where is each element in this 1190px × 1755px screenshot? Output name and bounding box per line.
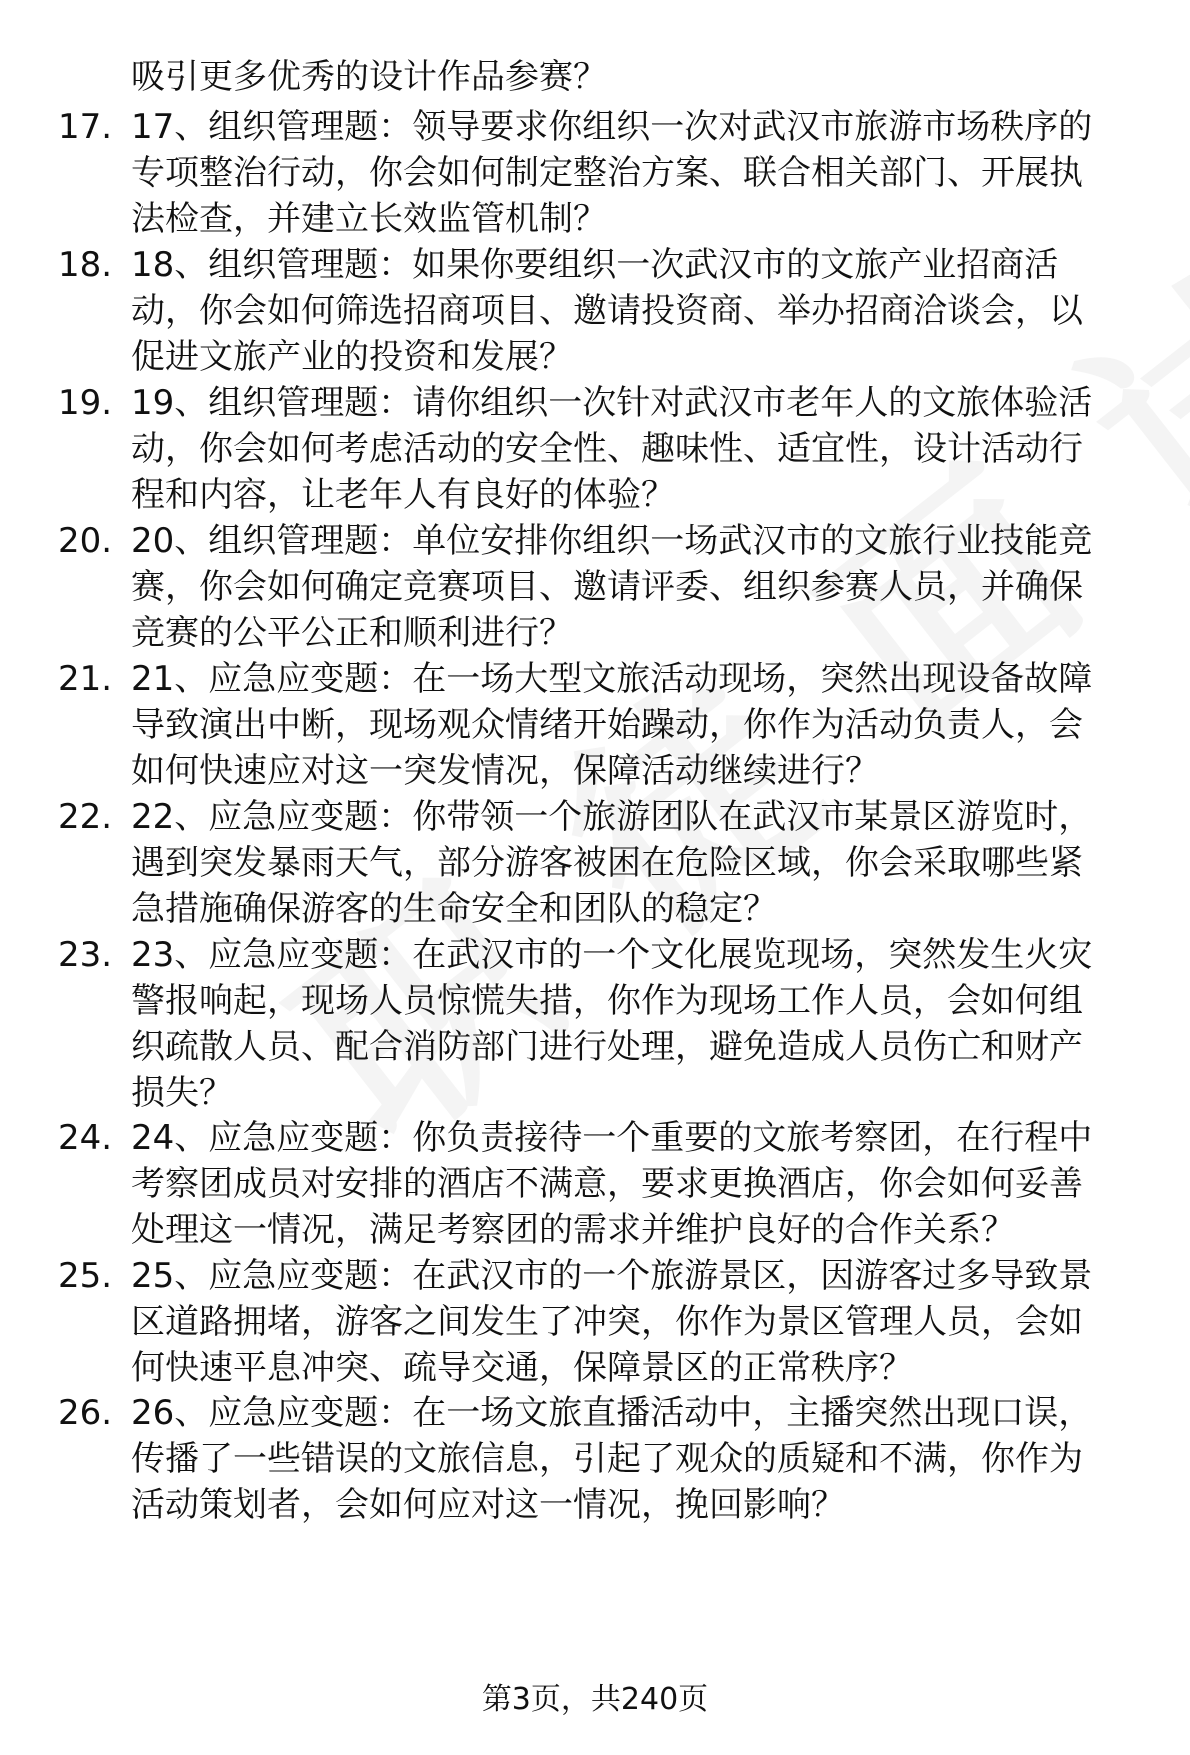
question-line: 织疏散人员、配合消防部门进行处理，避免造成人员伤亡和财产	[131, 1027, 1083, 1067]
question-number: 18.	[58, 245, 113, 285]
question-line: 何快速平息冲突、疏导交通，保障景区的正常秩序？	[131, 1348, 913, 1388]
question-number: 23.	[58, 935, 113, 975]
question-line: 如何快速应对这一突发情况，保障活动继续进行？	[131, 751, 879, 791]
question-line: 遇到突发暴雨天气，部分游客被困在危险区域，你会采取哪些紧	[131, 843, 1083, 883]
question-text	[131, 1253, 1161, 1391]
question-line: 导致演出中断，现场观众情绪开始躁动，你作为活动负责人，会	[131, 705, 1083, 745]
question-text	[131, 380, 1161, 518]
question-line: 22、应急应变题：你带领一个旅游团队在武汉市某景区游览时，	[131, 797, 1093, 837]
question-line: 区道路拥堵，游客之间发生了冲突，你作为景区管理人员，会如	[131, 1302, 1083, 1342]
question-number: 25.	[58, 1256, 113, 1296]
question-number: 19.	[58, 383, 113, 423]
question-line: 活动策划者，会如何应对这一情况，挽回影响？	[131, 1485, 845, 1525]
question-line: 处理这一情况，满足考察团的需求并维护良好的合作关系？	[131, 1210, 1015, 1250]
question-line: 促进文旅产业的投资和发展？	[131, 337, 573, 377]
question-number: 22.	[58, 797, 113, 837]
question-text	[131, 656, 1161, 794]
question-line: 急措施确保游客的生命安全和团队的稳定？	[131, 889, 777, 929]
question-line: 24、应急应变题：你负责接待一个重要的文旅考察团，在行程中	[131, 1118, 1093, 1158]
question-line: 考察团成员对安排的酒店不满意，要求更换酒店，你会如何妥善	[131, 1164, 1083, 1204]
question-line: 动，你会如何考虑活动的安全性、趣味性、适宜性，设计活动行	[131, 429, 1083, 469]
question-line: 赛，你会如何确定竞赛项目、邀请评委、组织参赛人员，并确保	[131, 567, 1083, 607]
question-line: 竞赛的公平公正和顺利进行？	[131, 613, 573, 653]
question-number: 24.	[58, 1118, 113, 1158]
question-line: 损失？	[131, 1073, 233, 1113]
question-line: 23、应急应变题：在武汉市的一个文化展览现场，突然发生火灾	[131, 935, 1093, 975]
page-number-footer: 第3页，共240页	[481, 1682, 709, 1717]
question-line: 程和内容，让老年人有良好的体验？	[131, 475, 675, 515]
question-text	[131, 794, 1161, 932]
question-text	[131, 1115, 1161, 1253]
question-line: 动，你会如何筛选招商项目、邀请投资商、举办招商洽谈会，以	[131, 291, 1083, 331]
question-line: 专项整治行动，你会如何制定整治方案、联合相关部门、开展执	[131, 153, 1083, 193]
question-number: 17.	[58, 107, 113, 147]
question-line: 26、应急应变题：在一场文旅直播活动中，主播突然出现口误，	[131, 1393, 1093, 1433]
question-text	[131, 1390, 1161, 1528]
question-line: 25、应急应变题：在武汉市的一个旅游景区，因游客过多导致景	[131, 1256, 1093, 1296]
question-text	[131, 932, 1161, 1116]
question-line: 17、组织管理题：领导要求你组织一次对武汉市旅游市场秩序的	[131, 107, 1093, 147]
question-number: 26.	[58, 1393, 113, 1433]
question-number: 20.	[58, 521, 113, 561]
question-line: 21、应急应变题：在一场大型文旅活动现场，突然出现设备故障	[131, 659, 1093, 699]
question-line: 18、组织管理题：如果你要组织一次武汉市的文旅产业招商活	[131, 245, 1059, 285]
question-line: 警报响起，现场人员惊慌失措，你作为现场工作人员，会如何组	[131, 981, 1083, 1021]
question-text	[131, 518, 1161, 656]
question-text	[131, 242, 1161, 380]
question-number: 21.	[58, 659, 113, 699]
question-line: 传播了一些错误的文旅信息，引起了观众的质疑和不满，你作为	[131, 1439, 1083, 1479]
question-line: 法检查，并建立长效监管机制？	[131, 199, 607, 239]
question-line: 19、组织管理题：请你组织一次针对武汉市老年人的文旅体验活	[131, 383, 1093, 423]
question-text	[131, 104, 1161, 242]
question-line: 20、组织管理题：单位安排你组织一场武汉市的文旅行业技能竞	[131, 521, 1093, 561]
continuation-line: 吸引更多优秀的设计作品参赛？	[131, 57, 607, 97]
